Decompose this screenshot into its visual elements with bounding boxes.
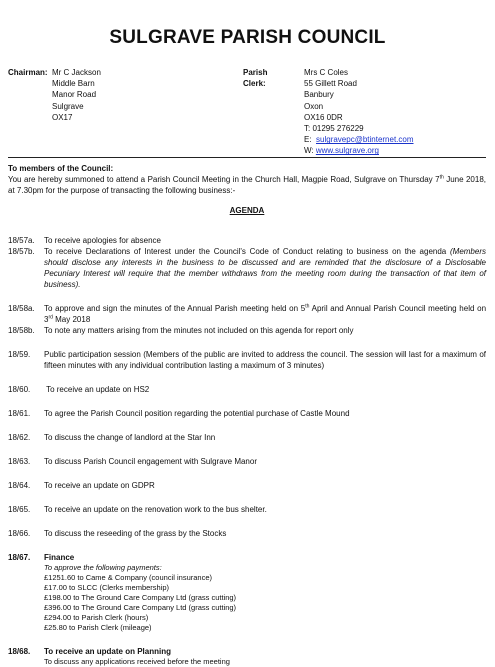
item-number: 18/61. — [8, 409, 31, 418]
web-prefix: W: — [304, 146, 316, 156]
chairman-address — [52, 67, 172, 123]
finance-heading: Finance — [44, 553, 75, 562]
planning-heading: To receive an update on Planning — [44, 647, 171, 656]
item-number: 18/57a. — [8, 236, 35, 245]
clerk-address — [304, 67, 474, 157]
item-number: 18/57b. — [8, 247, 35, 256]
item-number: 18/59. — [8, 350, 31, 359]
agenda-item-65 — [8, 504, 486, 515]
website-link[interactable]: www.sulgrave.org — [315, 146, 379, 156]
item-number: 18/64. — [8, 481, 31, 490]
agenda-item-57b — [8, 246, 486, 290]
interest-note: (Members should disclose any interests in the business to be discussed and are reminded that the disclosure of a Disclosable Pecuniary Interest will require that the member withdraws from the meeting room during the transaction of that item of business). — [44, 247, 486, 289]
payment-line: £198.00 to The Ground Care Company Ltd (grass cutting) — [44, 593, 237, 602]
item-number: 18/58a. — [8, 304, 35, 313]
agenda-item-59 — [8, 349, 486, 371]
chairman-label: Chairman: — [8, 68, 48, 77]
item-number: 18/60. — [8, 385, 31, 394]
clerk-postcode: OX16 0DR — [304, 112, 343, 122]
item-text: To discuss the reseeding of the grass by the Stocks — [44, 529, 227, 538]
payment-line: £294.00 to Parish Clerk (hours) — [44, 613, 149, 622]
agenda-item-64 — [8, 480, 486, 491]
agenda-item-61 — [8, 408, 486, 419]
planning-text: To discuss any applications received before the meeting — [44, 657, 230, 666]
item-text: To receive Declarations of Interest under the Council's Code of Conduct relating to business on the agenda (Members should disclose any interests in the business to be discussed and are reminded that the disclosure of a Disclosable Pecuniary Interest will require that the member withdraws from the meeting room during the transaction of that item of business). — [44, 247, 486, 289]
payment-line: £17.00 to SLCC (Clerks membership) — [44, 583, 170, 592]
item-number: 18/68. — [8, 647, 31, 656]
agenda-item-62 — [8, 432, 486, 443]
chairman-postcode: OX17 — [52, 112, 73, 122]
council-title: SULGRAVE PARISH COUNCIL — [109, 27, 386, 48]
chairman-address-line: Sulgrave — [52, 101, 84, 111]
item-text: To receive an update on GDPR — [44, 481, 155, 490]
planning-section — [44, 646, 486, 667]
clerk-label: Parish Clerk: — [243, 68, 268, 89]
chairman-address-line: Middle Barn — [52, 79, 95, 89]
item-number: 18/66. — [8, 529, 31, 538]
chairman-address-line: Manor Road — [52, 90, 97, 100]
clerk-telephone: T: 01295 276229 — [304, 124, 364, 134]
item-number: 18/65. — [8, 505, 31, 514]
agenda-heading: AGENDA — [229, 206, 265, 215]
chairman-name: Mr C Jackson — [52, 68, 101, 77]
item-text: To approve and sign the minutes of the Annual Parish meeting held on 5th April and Annual Parish Council meeting held on 3rd May 2018 — [44, 303, 491, 324]
agenda-item-67 — [8, 552, 486, 633]
item-text: Public participation session (Members of the public are invited to address the council. The session will last for a maximum of fifteen minutes with any individual contribution lasting a maximum of 3 minutes) — [44, 350, 486, 370]
summons-text: You are hereby summoned to attend a Parish Council Meeting in the Church Hall, Magpie Road, Sulgrave on Thursday 7th June 2018, at 7.30pm for the purpose of transacting the following business:- — [8, 174, 487, 195]
item-text: To receive an update on the renovation work to the bus shelter. — [44, 505, 267, 514]
agenda-item-58b — [8, 325, 486, 336]
item-text: To discuss the change of landlord at the Star Inn — [44, 433, 216, 442]
finance-section — [44, 552, 486, 633]
item-text: To receive apologies for absence — [44, 236, 161, 245]
members-heading: To members of the Council: — [8, 164, 114, 173]
email-prefix: E: — [304, 135, 317, 145]
payment-line: £396.00 to The Ground Care Company Ltd (grass cutting) — [44, 603, 237, 612]
item-text: To agree the Parish Council position regarding the potential purchase of Castle Mound — [44, 409, 350, 418]
header-divider — [8, 157, 486, 158]
item-number: 18/67. — [8, 553, 31, 562]
agenda-item-68 — [8, 646, 486, 667]
agenda-item-58a — [8, 303, 491, 325]
payment-line: £25.80 to Parish Clerk (mileage) — [44, 623, 152, 632]
agenda-item-63 — [8, 456, 486, 467]
agenda-body — [8, 163, 491, 667]
agenda-item-57a — [8, 235, 486, 246]
item-text: To discuss Parish Council engagement with Sulgrave Manor — [44, 457, 257, 466]
item-text: To note any matters arising from the minutes not included on this agenda for report only — [44, 326, 354, 335]
clerk-address-line: Banbury — [304, 90, 334, 100]
agenda-item-60 — [8, 384, 486, 395]
payment-line: £1251.60 to Came & Company (council insurance) — [44, 573, 213, 582]
item-text: To receive an update on HS2 — [44, 385, 150, 394]
payments-heading: To approve the following payments: — [44, 563, 162, 572]
clerk-email-row — [304, 134, 474, 145]
clerk-web-row — [304, 145, 474, 156]
item-number: 18/63. — [8, 457, 31, 466]
item-number: 18/58b. — [8, 326, 35, 335]
item-number: 18/62. — [8, 433, 31, 442]
email-link[interactable]: sulgravepc@btinternet.com — [316, 135, 414, 145]
agenda-item-66 — [8, 528, 486, 539]
clerk-name: Mrs C Coles — [304, 68, 349, 77]
clerk-address-line: 55 Gillett Road — [304, 79, 357, 89]
clerk-address-line: Oxon — [304, 101, 324, 111]
